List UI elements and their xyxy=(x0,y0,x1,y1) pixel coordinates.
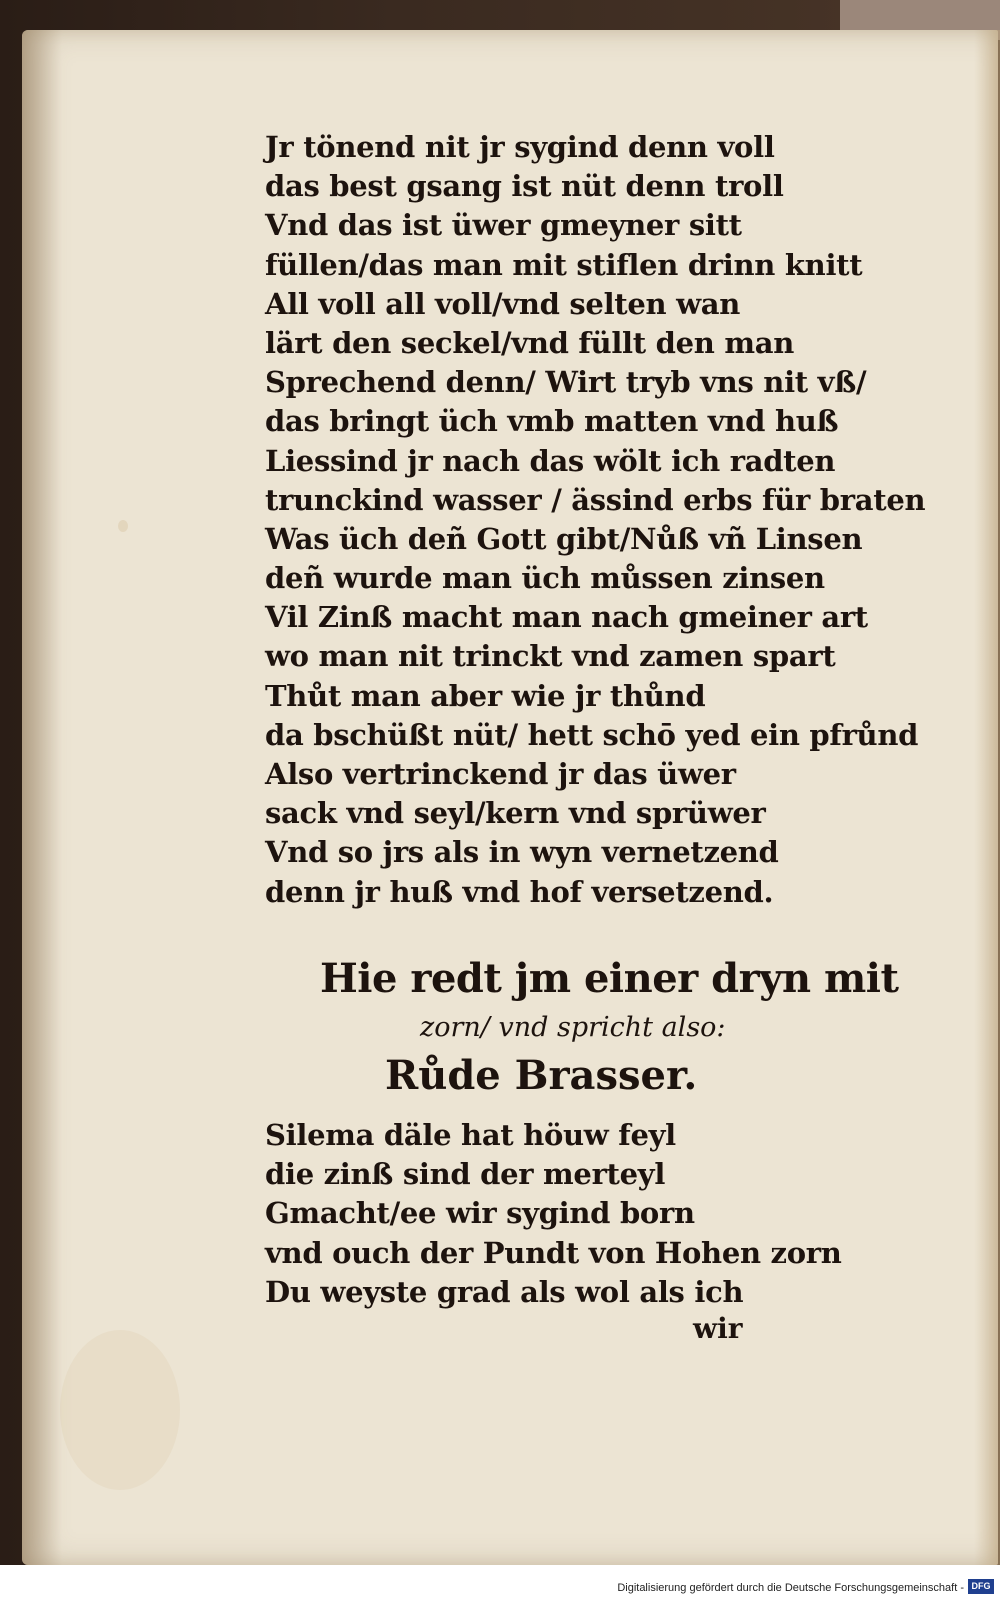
catchword: wir xyxy=(693,1312,743,1345)
verse-line: denn jr huß vnd hof versetzend. xyxy=(265,874,774,909)
verse-line: Vnd das ist üwer gmeyner sitt xyxy=(265,208,742,243)
funding-credit: Digitalisierung gefördert durch die Deutsche Forschungsgemeinschaft - xyxy=(617,1582,964,1594)
page-stain xyxy=(60,1330,180,1490)
verse-line: die zinß sind der merteyl xyxy=(265,1157,666,1192)
verse-line: Vil Zinß macht man nach gmeiner art xyxy=(265,600,868,635)
verse-line: deñ wurde man üch můssen zinsen xyxy=(265,561,825,596)
verse-line: trunckind wasser / ässind erbs für braten xyxy=(265,482,926,517)
verse-line: füllen/das man mit stiflen drinn knitt xyxy=(265,247,863,282)
verse-line: Also vertrinckend jr das üwer xyxy=(265,757,736,791)
verse-line: Vnd so jrs als in wyn vernetzend xyxy=(265,835,779,870)
verse-line: das bringt üch vmb matten vnd huß xyxy=(265,404,839,439)
verse-line: All voll all voll/vnd selten wan xyxy=(265,286,741,321)
verse-line: Gmacht/ee wir sygind born xyxy=(265,1196,695,1231)
verse-block-1 xyxy=(265,128,926,912)
page-spine-shadow xyxy=(22,30,62,1565)
verse-line: Silema däle hat höuw feyl xyxy=(265,1118,676,1152)
verse-line: Du weyste grad als wol als ich xyxy=(265,1274,744,1309)
verse-line: Liessind jr nach das wölt ich radten xyxy=(265,443,836,478)
verse-line: Was üch deñ Gott gibt/Nůß vñ Linsen xyxy=(265,521,863,556)
verse-line: da bschüßt nüt/ hett schō yed ein pfrůnd xyxy=(265,717,919,752)
section-subheading: zorn/ vnd spricht also: xyxy=(420,1012,726,1043)
page-edge-shadow xyxy=(974,30,1000,1565)
verse-line: Thůt man aber wie jr thůnd xyxy=(265,678,706,713)
verse-line: sack vnd seyl/kern vnd sprüwer xyxy=(265,796,766,831)
verse-line: wo man nit trinckt vnd zamen spart xyxy=(265,639,836,674)
verse-line: vnd ouch der Pundt von Hohen zorn xyxy=(265,1235,842,1270)
verse-block-2 xyxy=(265,1116,915,1312)
page-stain xyxy=(118,520,128,532)
verse-line: Sprechend denn/ Wirt tryb vns nit vß/ xyxy=(265,365,867,400)
speaker-name: Růde Brasser. xyxy=(385,1052,698,1099)
section-heading: Hie redt jm einer dryn mit xyxy=(320,955,899,1002)
verse-line: lärt den seckel/vnd füllt den man xyxy=(265,325,795,360)
verse-line: das best gsang ist nüt denn troll xyxy=(265,169,784,204)
verse-line: Jr tönend nit jr sygind denn voll xyxy=(265,130,775,164)
dfg-logo-icon: DFG xyxy=(968,1579,994,1594)
